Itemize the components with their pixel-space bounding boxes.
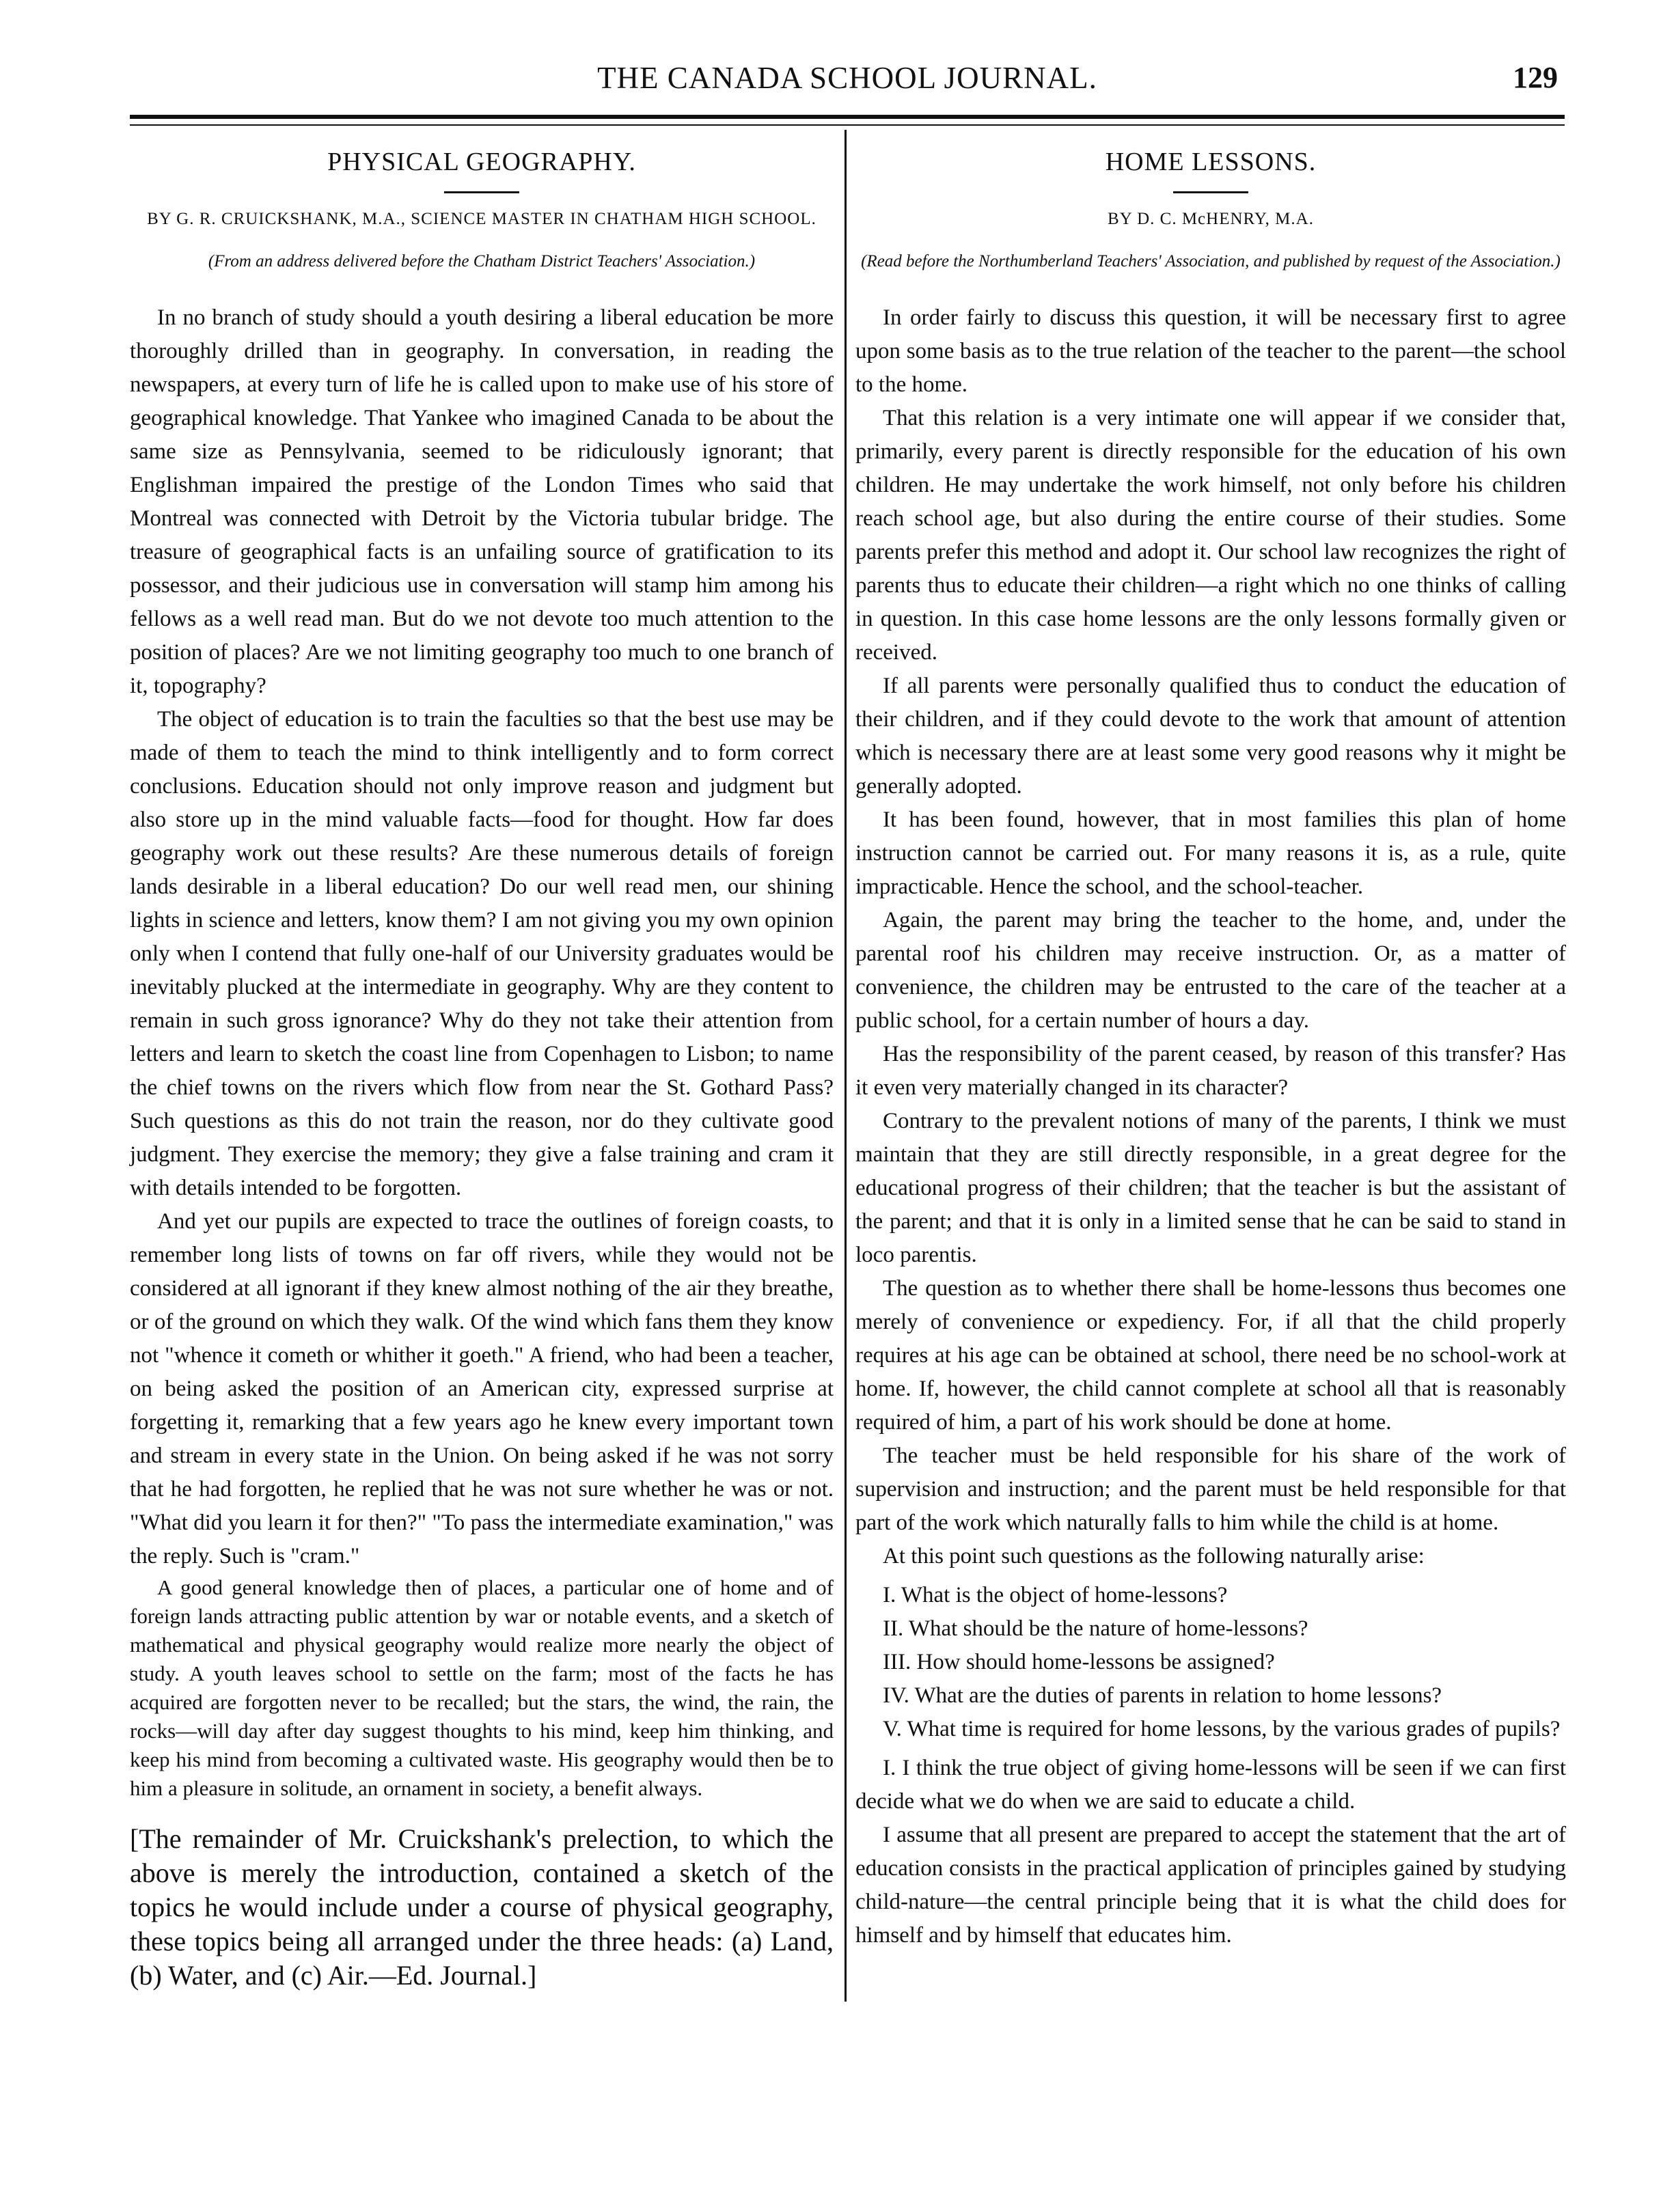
left-column	[130, 137, 834, 1993]
question-list	[855, 1579, 1566, 1746]
paragraph: The object of education is to train the faculties so that the best use may be made of them to teach the mind to think intelligently and to form correct conclusions. Education should not only improve reason and judgment but also store up in the mind valuable facts—food for thought. How far does geography work out these results? Are these numerous details of foreign lands desirable in a liberal education? Do our well read men, our shining lights in science and letters, know them? I am not giving you my own opinion only when I contend that fully one-half of our University graduates would be inevitably plucked at the intermediate in geography. Why are they content to remain in such gross ignorance? Why do they not take their attention from letters and learn to sketch the coast line from Copenhagen to Lisbon; to name the chief towns on the rivers which flow from near the St. Gothard Pass? Such questions as this do not train the reason, nor do they cultivate good judgment. They exercise the memory; they give a false training and cram it with details intended to be forgotten.	[130, 707, 834, 1200]
paragraph: And yet our pupils are expected to trace the outlines of foreign coasts, to remember long lists of towns on far off rivers, while they would not be considered at all ignorant if they knew almost nothing of the air they breathe, or of the ground on which they walk. Of the wind which fans them they know not "whence it cometh or whither it goeth." A friend, who had been a teacher, on being asked the position of an American city, expressed surprise at forgetting it, remarking that a few years ago he knew every important town and stream in every state in the Union. On being asked if he was not sorry that he had forgotten, he replied that he was not sure whether he was or not. "What did you learn it for then?" "To pass the intermediate examination," was the reply. Such is "cram."	[130, 1209, 834, 1568]
paragraph: The teacher must be held responsible for his share of the work of supervision and instruction; and the parent must be held responsible for that part of the work which naturally falls to him while the child is at home.	[855, 1443, 1566, 1535]
question-item: I. What is the object of home-lessons?	[883, 1583, 1228, 1607]
paragraph: In no branch of study should a youth desiring a liberal education be more thoroughly drilled than in geography. In conversation, in reading the newspapers, at every turn of life he is called upon to make use of his store of geographical knowledge. That Yankee who imagined Canada to be about the same size as Pennsylvania, seemed to be ridiculously ignorant; that Englishman impaired the prestige of the London Times who said that Montreal was connected with Detroit by the Victoria tubular bridge. The treasure of geographical facts is an unfailing source of gratification to its possessor, and their judicious use in conversation will stamp him among his fellows as a well read man. But do we not devote too much attention to the position of places? Are we not limiting geography too much to one branch of it, topography?	[130, 305, 834, 698]
journal-title: THE CANADA SCHOOL JOURNAL.	[597, 61, 1097, 95]
question-item: II. What should be the nature of home-lessons?	[883, 1616, 1308, 1641]
paragraph: Contrary to the prevalent notions of many of the parents, I think we must maintain that they are still directly responsible, in a great degree for the educational progress of their children; that the teacher is but the assistant of the parent; and that it is only in a limited sense that he can be said to stand in loco parentis.	[855, 1109, 1566, 1267]
paragraph: The question as to whether there shall be home-lessons thus becomes one merely of convenience or expediency. For, if all that the child properly requires at his age can be obtained at school, there need be no school-work at home. If, however, the child cannot complete at school all that is reasonably required of him, a part of his work should be done at home.	[855, 1276, 1566, 1435]
paragraph: Has the responsibility of the parent ceased, by reason of this transfer? Has it even very materially changed in its character?	[855, 1042, 1566, 1100]
paragraph: It has been found, however, that in most families this plan of home instruction cannot be carried out. For many reasons it is, as a rule, quite impracticable. Hence the school, and the school-teacher.	[855, 807, 1566, 899]
column-divider	[845, 130, 847, 2002]
byline: BY G. R. CRUICKSHANK, M.A., SCIENCE MASTER IN CHATHAM HIGH SCHOOL.	[147, 210, 816, 228]
header-rule-thick	[130, 115, 1565, 119]
article-title-physical-geography: PHYSICAL GEOGRAPHY.	[327, 148, 636, 176]
page-header	[130, 53, 1565, 101]
paragraph: At this point such questions as the following naturally arise:	[883, 1544, 1425, 1568]
paragraph: Again, the parent may bring the teacher to the home, and, under the parental roof his children may receive instruction. Or, as a matter of convenience, the children may be entrusted to the care of the teacher at a public school, for a certain number of hours a day.	[855, 908, 1566, 1033]
question-item: V. What time is required for home lessons, by the various grades of pupils?	[883, 1717, 1561, 1741]
source-note: (From an address delivered before the Chatham District Teachers' Association.)	[208, 252, 756, 271]
paragraph: That this relation is a very intimate one will appear if we consider that, primarily, every parent is directly responsible for the education of his own children. He may undertake the work himself, not only before his children reach school age, but also during the entire course of their studies. Some parents prefer this method and adopt it. Our school law recognizes the right of parents thus to educate their children—a right which no one thinks of calling in question. In this case home lessons are the only lessons formally given or received.	[855, 406, 1566, 665]
paragraph: In order fairly to discuss this question, it will be necessary first to agree upon some basis as to the true relation of the teacher to the parent—the school to the home.	[855, 305, 1566, 397]
title-rule	[1173, 191, 1248, 193]
article-title-home-lessons: HOME LESSONS.	[1105, 148, 1317, 176]
title-rule	[444, 191, 519, 193]
byline: BY D. C. McHENRY, M.A.	[1108, 210, 1314, 228]
editor-note: [The remainder of Mr. Cruickshank's prelection, to which the above is merely the introduction, contained a sketch of the topics he would include under a course of physical geography, these topics being all arranged under the three heads: (a) Land, (b) Water, and (c) Air.—Ed. Journal.]	[130, 1823, 834, 1991]
paragraph: I assume that all present are prepared to accept the statement that the art of education consists in the practical application of principles gained by studying child-nature—the central principle being that it is what the child does for himself and by himself that educates him.	[855, 1823, 1566, 1948]
paragraph-small: A good general knowledge then of places, a particular one of home and of foreign lands attracting public attention by war or notable events, and a sketch of mathematical and physical geography would realize more nearly the object of study. A youth leaves school to settle on the farm; most of the facts he has acquired are forgotten never to be recalled; but the stars, the wind, the rain, the rocks—will day after day suggest thoughts to his mind, keep him thinking, and keep his mind from becoming a cultivated waste. His geography would then be to him a pleasure in solitude, an ornament in society, a benefit always.	[130, 1575, 834, 1800]
page-number: 129	[1513, 61, 1558, 94]
header-rule-thin	[130, 124, 1565, 126]
paragraph: If all parents were personally qualified thus to conduct the education of their children, and if they could devote to the work that amount of attention which is necessary there are at least some very good reasons why it might be generally adopted.	[855, 674, 1566, 799]
question-item: III. How should home-lessons be assigned?	[883, 1650, 1275, 1674]
right-column	[855, 137, 1566, 1952]
question-item: IV. What are the duties of parents in relation to home lessons?	[883, 1683, 1442, 1708]
source-note: (Read before the Northumberland Teachers' Association, and published by request of the Association.)	[861, 252, 1561, 271]
paragraph: I. I think the true object of giving home-lessons will be seen if we can first decide what we do when we are said to educate a child.	[855, 1756, 1566, 1814]
